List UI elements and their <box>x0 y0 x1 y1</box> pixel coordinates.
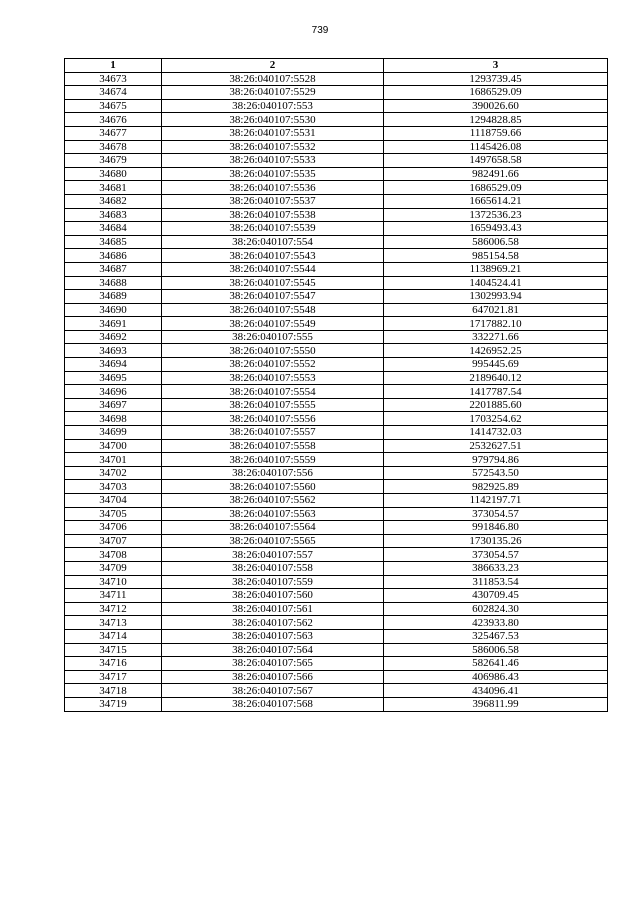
table-cell: 38:26:040107:5539 <box>162 222 384 236</box>
column-header: 1 <box>65 59 162 73</box>
table-row <box>65 629 608 643</box>
table-row <box>65 480 608 494</box>
table-cell: 38:26:040107:5531 <box>162 126 384 140</box>
table-cell: 34681 <box>65 181 162 195</box>
table-cell: 38:26:040107:5555 <box>162 398 384 412</box>
table-cell: 396811.99 <box>384 697 608 711</box>
header-row <box>65 59 608 73</box>
table-cell: 423933.80 <box>384 616 608 630</box>
table-row <box>65 99 608 113</box>
table-row <box>65 575 608 589</box>
table-cell: 38:26:040107:5562 <box>162 494 384 508</box>
table-row <box>65 684 608 698</box>
table-cell: 34709 <box>65 561 162 575</box>
table-cell: 34687 <box>65 262 162 276</box>
table-cell: 38:26:040107:555 <box>162 330 384 344</box>
table-cell: 38:26:040107:5564 <box>162 521 384 535</box>
table-row <box>65 235 608 249</box>
table-cell: 38:26:040107:5535 <box>162 167 384 181</box>
table-cell: 38:26:040107:563 <box>162 629 384 643</box>
table-cell: 38:26:040107:556 <box>162 466 384 480</box>
table-cell: 1404524.41 <box>384 276 608 290</box>
table-cell: 991846.80 <box>384 521 608 535</box>
table-cell: 38:26:040107:5547 <box>162 290 384 304</box>
table-cell: 34714 <box>65 629 162 643</box>
table-cell: 38:26:040107:5563 <box>162 507 384 521</box>
table-cell: 34673 <box>65 72 162 86</box>
table-cell: 982925.89 <box>384 480 608 494</box>
table-cell: 38:26:040107:5560 <box>162 480 384 494</box>
table-cell: 38:26:040107:5529 <box>162 86 384 100</box>
table-row <box>65 494 608 508</box>
table-cell: 38:26:040107:558 <box>162 561 384 575</box>
table-cell: 38:26:040107:5550 <box>162 344 384 358</box>
table-cell: 34707 <box>65 534 162 548</box>
table-cell: 406986.43 <box>384 670 608 684</box>
table-cell: 1686529.09 <box>384 86 608 100</box>
table-cell: 34699 <box>65 426 162 440</box>
table-row <box>65 126 608 140</box>
table-row <box>65 262 608 276</box>
table-cell: 34691 <box>65 317 162 331</box>
table-cell: 2201885.60 <box>384 398 608 412</box>
table-cell: 34703 <box>65 480 162 494</box>
table-row <box>65 303 608 317</box>
table-cell: 1372536.23 <box>384 208 608 222</box>
table-cell: 1417787.54 <box>384 385 608 399</box>
table-cell: 34706 <box>65 521 162 535</box>
table-cell: 38:26:040107:5552 <box>162 358 384 372</box>
table-row <box>65 548 608 562</box>
table-cell: 34717 <box>65 670 162 684</box>
table-cell: 38:26:040107:5556 <box>162 412 384 426</box>
table-row <box>65 167 608 181</box>
table-row <box>65 521 608 535</box>
table-cell: 34698 <box>65 412 162 426</box>
table-cell: 34688 <box>65 276 162 290</box>
table-row <box>65 507 608 521</box>
table-cell: 38:26:040107:5549 <box>162 317 384 331</box>
table-cell: 34697 <box>65 398 162 412</box>
table-cell: 38:26:040107:559 <box>162 575 384 589</box>
table-cell: 34680 <box>65 167 162 181</box>
table-cell: 34710 <box>65 575 162 589</box>
table-cell: 38:26:040107:5559 <box>162 453 384 467</box>
table-cell: 1138969.21 <box>384 262 608 276</box>
column-header: 3 <box>384 59 608 73</box>
table-cell: 38:26:040107:565 <box>162 657 384 671</box>
table-cell: 1142197.71 <box>384 494 608 508</box>
table-cell: 434096.41 <box>384 684 608 698</box>
table-row <box>65 194 608 208</box>
table-row <box>65 344 608 358</box>
table-row <box>65 561 608 575</box>
table-row <box>65 249 608 263</box>
table-cell: 1659493.43 <box>384 222 608 236</box>
table-cell: 34690 <box>65 303 162 317</box>
table-cell: 34704 <box>65 494 162 508</box>
table-cell: 38:26:040107:568 <box>162 697 384 711</box>
table-cell: 34677 <box>65 126 162 140</box>
table-cell: 38:26:040107:560 <box>162 589 384 603</box>
table-row <box>65 208 608 222</box>
table-row <box>65 466 608 480</box>
column-header: 2 <box>162 59 384 73</box>
table-cell: 34719 <box>65 697 162 711</box>
table-cell: 390026.60 <box>384 99 608 113</box>
table-cell: 582641.46 <box>384 657 608 671</box>
table-cell: 38:26:040107:557 <box>162 548 384 562</box>
table-cell: 38:26:040107:5557 <box>162 426 384 440</box>
table-row <box>65 330 608 344</box>
table-cell: 34684 <box>65 222 162 236</box>
table-row <box>65 140 608 154</box>
table-row <box>65 657 608 671</box>
table-cell: 373054.57 <box>384 507 608 521</box>
table-cell: 1414732.03 <box>384 426 608 440</box>
table-row <box>65 643 608 657</box>
table-cell: 38:26:040107:5528 <box>162 72 384 86</box>
table-cell: 38:26:040107:5565 <box>162 534 384 548</box>
table-cell: 38:26:040107:562 <box>162 616 384 630</box>
table-row <box>65 398 608 412</box>
table-cell: 34678 <box>65 140 162 154</box>
table-cell: 311853.54 <box>384 575 608 589</box>
table-cell: 38:26:040107:5545 <box>162 276 384 290</box>
table-cell: 38:26:040107:567 <box>162 684 384 698</box>
table-cell: 34682 <box>65 194 162 208</box>
table-cell: 979794.86 <box>384 453 608 467</box>
table-cell: 1730135.26 <box>384 534 608 548</box>
table-cell: 34716 <box>65 657 162 671</box>
table-header <box>65 59 608 73</box>
table-cell: 34679 <box>65 154 162 168</box>
table-row <box>65 439 608 453</box>
table-cell: 386633.23 <box>384 561 608 575</box>
table-cell: 38:26:040107:561 <box>162 602 384 616</box>
table-row <box>65 534 608 548</box>
table-cell: 38:26:040107:5533 <box>162 154 384 168</box>
table-cell: 38:26:040107:554 <box>162 235 384 249</box>
table-cell: 38:26:040107:5548 <box>162 303 384 317</box>
table-row <box>65 72 608 86</box>
table-cell: 1497658.58 <box>384 154 608 168</box>
table-cell: 38:26:040107:5558 <box>162 439 384 453</box>
table-cell: 38:26:040107:5554 <box>162 385 384 399</box>
table-cell: 430709.45 <box>384 589 608 603</box>
table-cell: 2189640.12 <box>384 371 608 385</box>
table-cell: 34694 <box>65 358 162 372</box>
table-cell: 982491.66 <box>384 167 608 181</box>
table-cell: 1118759.66 <box>384 126 608 140</box>
table-row <box>65 412 608 426</box>
table-cell: 34715 <box>65 643 162 657</box>
table-cell: 38:26:040107:564 <box>162 643 384 657</box>
table-cell: 995445.69 <box>384 358 608 372</box>
table-cell: 34676 <box>65 113 162 127</box>
table-row <box>65 371 608 385</box>
table-cell: 1703254.62 <box>384 412 608 426</box>
table-cell: 1302993.94 <box>384 290 608 304</box>
table-cell: 34695 <box>65 371 162 385</box>
table-row <box>65 222 608 236</box>
table-cell: 34683 <box>65 208 162 222</box>
table-row <box>65 426 608 440</box>
table-row <box>65 453 608 467</box>
table-cell: 38:26:040107:5530 <box>162 113 384 127</box>
table-cell: 34718 <box>65 684 162 698</box>
table-cell: 325467.53 <box>384 629 608 643</box>
table-cell: 38:26:040107:566 <box>162 670 384 684</box>
table-cell: 34696 <box>65 385 162 399</box>
table-cell: 34685 <box>65 235 162 249</box>
table-row <box>65 113 608 127</box>
page-number: 739 <box>311 25 329 36</box>
table-cell: 34708 <box>65 548 162 562</box>
table-row <box>65 670 608 684</box>
table-row <box>65 317 608 331</box>
table-cell: 38:26:040107:5538 <box>162 208 384 222</box>
table-cell: 34713 <box>65 616 162 630</box>
table-cell: 373054.57 <box>384 548 608 562</box>
table-row <box>65 616 608 630</box>
table-cell: 34693 <box>65 344 162 358</box>
table-cell: 985154.58 <box>384 249 608 263</box>
table-cell: 34702 <box>65 466 162 480</box>
table-cell: 38:26:040107:5536 <box>162 181 384 195</box>
table-row <box>65 385 608 399</box>
table-cell: 34692 <box>65 330 162 344</box>
table-cell: 1665614.21 <box>384 194 608 208</box>
table-cell: 38:26:040107:5544 <box>162 262 384 276</box>
table-row <box>65 276 608 290</box>
table-cell: 586006.58 <box>384 235 608 249</box>
table-row <box>65 697 608 711</box>
table-row <box>65 358 608 372</box>
table-cell: 572543.50 <box>384 466 608 480</box>
table-row <box>65 154 608 168</box>
table-cell: 34689 <box>65 290 162 304</box>
table-cell: 1294828.85 <box>384 113 608 127</box>
table-row <box>65 602 608 616</box>
table-cell: 1426952.25 <box>384 344 608 358</box>
table-row <box>65 181 608 195</box>
table-cell: 34686 <box>65 249 162 263</box>
table-cell: 34674 <box>65 86 162 100</box>
data-table <box>64 58 608 712</box>
table-cell: 34700 <box>65 439 162 453</box>
table-cell: 34675 <box>65 99 162 113</box>
table-cell: 38:26:040107:5532 <box>162 140 384 154</box>
table-body <box>65 72 608 711</box>
table-cell: 34701 <box>65 453 162 467</box>
table-cell: 38:26:040107:5543 <box>162 249 384 263</box>
table-cell: 34711 <box>65 589 162 603</box>
table-cell: 1293739.45 <box>384 72 608 86</box>
table-cell: 2532627.51 <box>384 439 608 453</box>
table-cell: 586006.58 <box>384 643 608 657</box>
table-cell: 34712 <box>65 602 162 616</box>
table-row <box>65 589 608 603</box>
table-cell: 1686529.09 <box>384 181 608 195</box>
table-cell: 38:26:040107:553 <box>162 99 384 113</box>
table-row <box>65 86 608 100</box>
table-cell: 647021.81 <box>384 303 608 317</box>
table-cell: 1145426.08 <box>384 140 608 154</box>
table-cell: 38:26:040107:5537 <box>162 194 384 208</box>
table-cell: 38:26:040107:5553 <box>162 371 384 385</box>
table-row <box>65 290 608 304</box>
table-cell: 332271.66 <box>384 330 608 344</box>
table-cell: 34705 <box>65 507 162 521</box>
table-cell: 602824.30 <box>384 602 608 616</box>
table-cell: 1717882.10 <box>384 317 608 331</box>
